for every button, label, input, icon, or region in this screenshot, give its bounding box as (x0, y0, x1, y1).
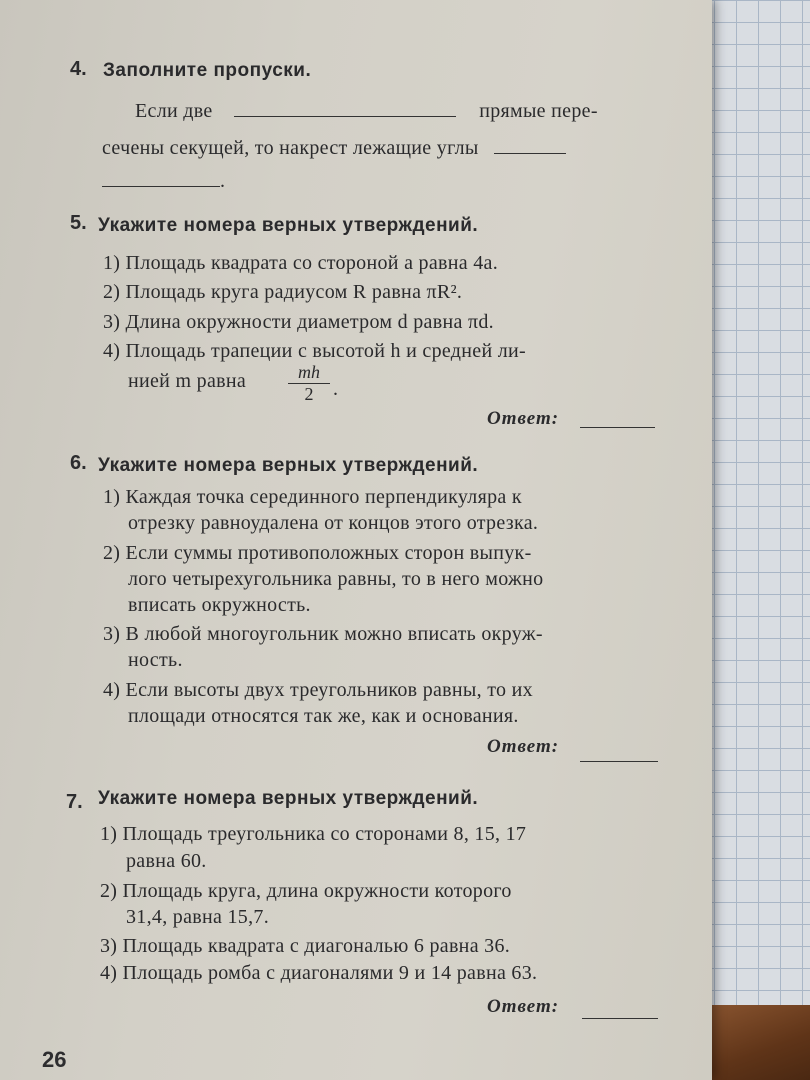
q7-answer-blank[interactable] (582, 996, 658, 1019)
q5-fraction-period: . (333, 378, 339, 400)
q4-text-1a: Если две (135, 100, 213, 122)
q4-title: Заполните пропуски. (103, 60, 312, 81)
q6-statement-2a: 2) Если суммы противоположных сторон выпук- (103, 542, 532, 564)
q5-statement-4b: нией m равна (128, 370, 247, 392)
q6-title: Укажите номера верных утверждений. (98, 455, 479, 476)
q5-number: 5. (70, 212, 87, 234)
q5-statement-3: 3) Длина окружности диаметром d равна πd. (103, 311, 494, 333)
q7-statement-1a: 1) Площадь треугольника со сторонами 8, 15, 17 (100, 823, 527, 845)
q6-statement-1b: отрезку равноудалена от концов этого отрезка. (128, 512, 539, 534)
q4-blank-1[interactable] (234, 116, 456, 117)
q5-answer-label: Ответ: (487, 408, 560, 429)
q7-statement-2b: 31,4, равна 15,7. (126, 906, 270, 928)
q6-statement-3a: 3) В любой многоугольник можно вписать окруж- (103, 623, 543, 645)
q4-line3 (102, 170, 225, 193)
q7-number: 7. (66, 791, 83, 813)
q6-statement-1a: 1) Каждая точка серединного перпендикуляра к (103, 486, 522, 508)
page-number: 26 (42, 1047, 67, 1072)
q6-answer-label: Ответ: (487, 736, 560, 757)
q4-number: 4. (70, 58, 87, 80)
q6-number: 6. (70, 452, 87, 474)
q5-statement-2: 2) Площадь круга радиусом R равна πR². (103, 281, 463, 303)
q6-statement-4a: 4) Если высоты двух треугольников равны, то их (103, 679, 533, 701)
q7-statement-4: 4) Площадь ромба с диагоналями 9 и 14 равна 63. (100, 962, 538, 984)
q5-statement-4: 4) Площадь трапеции с высотой h и средней ли- (103, 340, 526, 362)
q5-fraction-denominator: 2 (304, 384, 314, 404)
q5-fraction (288, 362, 330, 405)
q6-statement-2b: лого четырехугольника равны, то в него можно (128, 568, 544, 590)
q5-fraction-numerator: mh (288, 362, 330, 384)
q4-line2 (102, 137, 566, 160)
q7-statement-2a: 2) Площадь круга, длина окружности которого (100, 880, 512, 902)
q5-answer-blank[interactable] (580, 405, 655, 428)
q7-title: Укажите номера верных утверждений. (98, 788, 479, 809)
q7-statement-3: 3) Площадь квадрата с диагональю 6 равна 36. (100, 935, 511, 957)
q4-blank-2[interactable] (494, 153, 566, 154)
wooden-table-corner (700, 1005, 810, 1080)
q6-answer-blank[interactable] (580, 739, 658, 762)
q7-statement-1b: равна 60. (126, 850, 207, 872)
q4-text-1b: прямые пере- (479, 100, 598, 122)
q6-statement-2c: вписать окружность. (128, 594, 311, 616)
q4-blank-3[interactable] (102, 186, 220, 187)
q7-answer-label: Ответ: (487, 996, 560, 1017)
q4-text-2: сечены секущей, то накрест лежащие углы (102, 137, 479, 159)
q6-statement-4b: площади относятся так же, как и основания. (128, 705, 519, 727)
q5-statement-1: 1) Площадь квадрата со стороной a равна 4a. (103, 252, 499, 274)
q6-statement-3b: ность. (128, 649, 183, 671)
q4-line1 (135, 100, 598, 123)
q5-title: Укажите номера верных утверждений. (98, 215, 479, 236)
q4-period: . (220, 170, 226, 192)
